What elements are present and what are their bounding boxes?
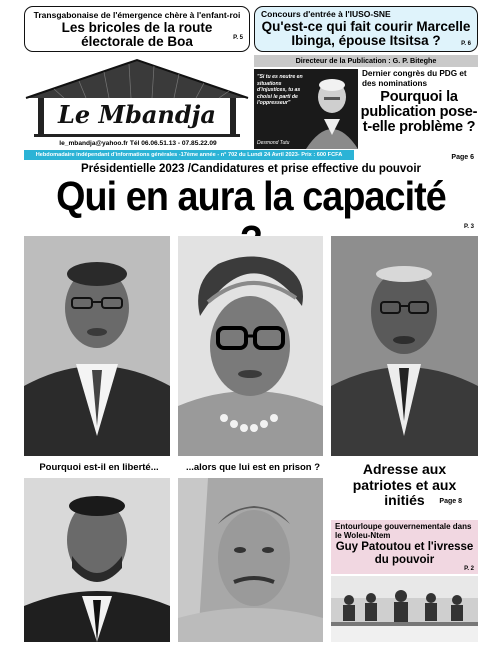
page-ref: P. 3 bbox=[464, 224, 474, 230]
photo-man-selfie bbox=[178, 478, 323, 642]
page-ref: P. 6 bbox=[461, 41, 471, 47]
main-title[interactable]: Qui en aura la capacité bbox=[56, 173, 446, 219]
pdg-supra: Dernier congrès du PDG et des nominations bbox=[362, 69, 467, 88]
pdg-story[interactable] bbox=[360, 69, 478, 161]
adresse-title: Adresse aux patriotes et aux initiés bbox=[352, 461, 457, 508]
photo-woman-headwrap bbox=[178, 236, 323, 456]
caption-middle: ...alors que lui est en prison ? bbox=[185, 462, 321, 473]
photo-meeting bbox=[331, 576, 478, 642]
quote-text: "Si tu es neutre en situations d'injustices, tu as choisi le parti de l'oppresseur" bbox=[257, 74, 303, 107]
teaser-supra: Concours d'entrée à l'IUSO-SNE bbox=[261, 9, 391, 19]
photo-man-glasses bbox=[24, 236, 170, 456]
pdg-title: Pourquoi la publication pose-t-elle problème ? bbox=[360, 89, 478, 135]
teaser-iuso-sne[interactable] bbox=[254, 6, 478, 52]
page-ref: P. 5 bbox=[233, 35, 243, 41]
contact-line: le_mbandja@yahoo.fr Tél 06.06.51.13 - 07.85.22.09 bbox=[59, 140, 217, 147]
teaser-title: Les bricoles de la route électorale de Boa bbox=[61, 20, 213, 49]
woleu-title: Guy Patoutou et l'ivresse du pouvoir bbox=[335, 541, 474, 566]
quote-author: Desmond Tutu bbox=[257, 140, 290, 146]
page-ref: Page 6 bbox=[451, 154, 474, 161]
masthead-logo bbox=[24, 58, 250, 138]
tagline-bar: Hebdomadaire indépendant d'informations générales -17ème année - n° 702 du Lundi 24 Avril 2023- Prix : 600 FCFA bbox=[24, 150, 354, 160]
woleu-supra: Entourloupe gouvernementale dans le Woleu-Ntem bbox=[335, 522, 472, 540]
logo-text: Le Mbandja bbox=[58, 100, 216, 129]
teaser-title: Qu'est-ce qui fait courir Marcelle Ibinga, épouse Itsitsa ? bbox=[261, 19, 471, 48]
photo-man-suit bbox=[331, 236, 478, 456]
director-bar: Directeur de la Publication : G. P. Biteghe bbox=[254, 55, 478, 67]
caption-left: Pourquoi est-il en liberté... bbox=[39, 462, 159, 473]
desmond-tutu-portrait bbox=[302, 75, 358, 149]
photo-young-man-beard bbox=[24, 478, 170, 642]
page-ref: P. 2 bbox=[464, 566, 474, 572]
quote-box bbox=[254, 69, 358, 149]
woleu-story[interactable] bbox=[331, 520, 478, 574]
teaser-route-electorale[interactable] bbox=[24, 6, 250, 52]
adresse-story[interactable] bbox=[331, 462, 478, 518]
page-ref: Page 8 bbox=[439, 498, 462, 505]
main-supra: Présidentielle 2023 /Candidatures et prise effective du pouvoir bbox=[80, 163, 421, 175]
teaser-supra: Transgabonaise de l'émergence chère à l'enfant-roi bbox=[33, 10, 241, 20]
